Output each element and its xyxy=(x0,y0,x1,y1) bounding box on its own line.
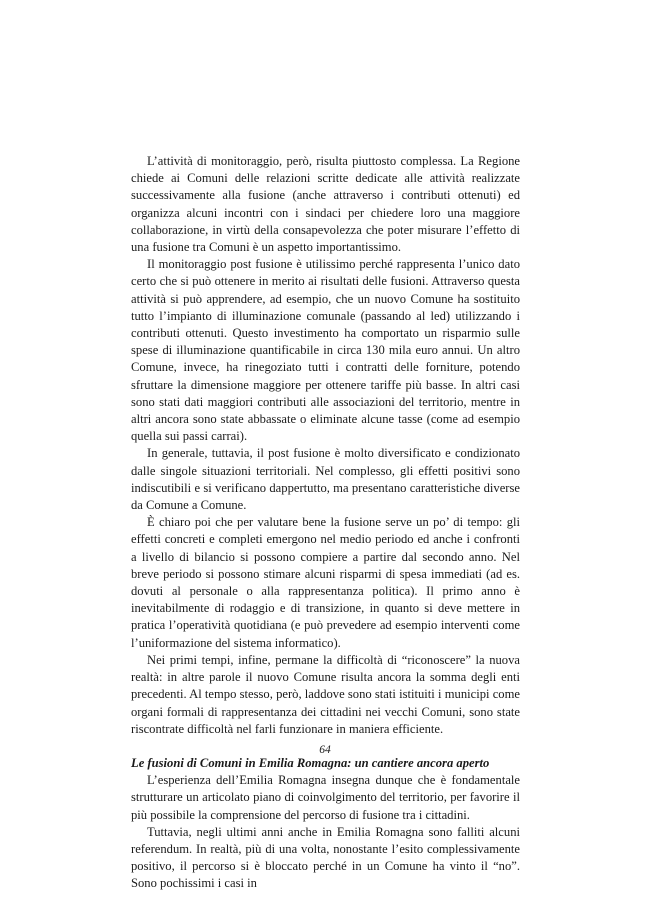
page-body xyxy=(131,153,520,893)
paragraph-emilia-romagna-experience: L’esperienza dell’Emilia Romagna insegna dunque che è fondamentale strutturare un articolato piano di coinvolgimento del territorio, per favorire il più possibile la comprensione del percorso di fusione tra i cittadini. xyxy=(131,773,520,822)
paragraph-post-fusion-general: In generale, tuttavia, il post fusione è molto diversificato e condizionato dalle singole situazioni territoriali. Nel complesso, gli effetti positivi sono indiscutibili e si verificano dappertutto, ma presentano caratteristiche diverse da Comune a Comune. xyxy=(131,446,520,513)
paragraph-failed-referendums: Tuttavia, negli ultimi anni anche in Emilia Romagna sono falliti alcuni referendum. In realtà, più di una volta, nonostante l’esito complessivamente positivo, il percorso si è bloccato perché in un Comune ha vinto il “no”. Sono pochissimi i casi in xyxy=(131,824,520,891)
paragraph-monitoring-complexity: L’attività di monitoraggio, però, risulta piuttosto complessa. La Regione chiede ai Comuni delle relazioni scritte dedicate alle attività realizzate successivamente alla fusione (anche attraverso i contributi ottenuti) ed organizza alcuni incontri con i sindaci per chiedere loro una maggiore collaborazione, in virtù della consapevolezza che poter misurare l’effetto di una fusione tra Comuni è un aspetto importantissimo. xyxy=(131,154,520,255)
paragraph-post-fusion-monitoring: Il monitoraggio post fusione è utilissimo perché rappresenta l’unico dato certo che si può ottenere in merito ai risultati delle fusioni. Attraverso questa attività si può apprendere, ad esempio, che un nuovo Comune ha sostituito tutto l’impianto di illuminazione comunale (passando al led) utilizzando i contributi ottenuti. Questo investimento ha comportato un risparmio sulle spese di illuminazione quantificabile in circa 130 mila euro annui. Un altro Comune, invece, ha rinegoziato tutti i contratti delle forniture, potendo sfruttare la dimensione maggiore per ottenere tariffe più basse. In altri casi sono stati dati maggiori contributi alle associazioni del territorio, mentre in altri ancora sono state abbassate o eliminate alcune tasse (come ad esempio quella sui passi carrai). xyxy=(131,257,520,444)
paragraph-evaluation-time: È chiaro poi che per valutare bene la fusione serve un po’ di tempo: gli effetti concreti e completi emergono nel medio periodo ed anche i confronti a livello di bilancio si possono compiere a partire dal secondo anno. Nel breve periodo si possono stimare alcuni risparmi di spesa immediati (ad es. dovuti al personale o alla rappresentanza politica). Il primo anno è inevitabilmente di rodaggio e di transizione, in quanto si deve mettere in pratica l’operatività quotidiana (e può prevedere ad esempio interventi come l’uniformazione del sistema informatico). xyxy=(131,515,520,650)
page-number: 64 xyxy=(319,744,331,756)
section-heading: Le fusioni di Comuni in Emilia Romagna: un cantiere ancora aperto xyxy=(131,755,490,770)
paragraph-early-difficulties: Nei primi tempi, infine, permane la difficoltà di “riconoscere” la nuova realtà: in altre parole il nuovo Comune risulta ancora la somma degli enti precedenti. Al tempo stesso, però, laddove sono stati istituiti i municipi come organi formali di rappresentanza dei cittadini nei vecchi Comuni, sono state riscontrate difficoltà nel farli funzionare in maniera efficiente. xyxy=(131,652,520,736)
